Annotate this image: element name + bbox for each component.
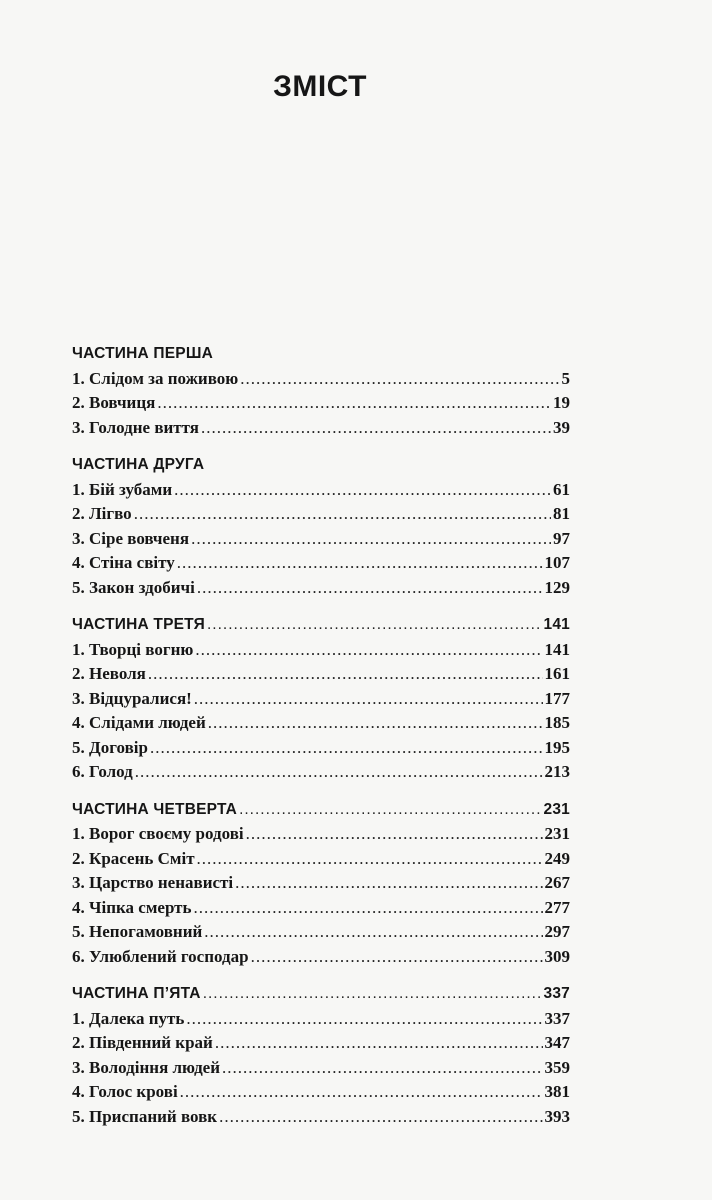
dot-leader [240,367,559,392]
dot-leader [135,760,543,785]
chapter-page-number: 249 [544,848,570,868]
table-of-contents [72,342,570,1142]
dot-leader [201,416,551,441]
dot-leader [180,1080,543,1105]
dot-leader [157,391,551,416]
toc-part [72,798,570,970]
chapter-page-number: 161 [544,664,570,683]
chapter-page-number: 195 [544,737,570,757]
toc-entry [72,367,570,392]
part-heading [72,342,570,367]
chapter-page-number: 277 [544,897,570,917]
toc-entry [72,1080,570,1105]
toc-part [72,613,570,785]
dot-leader [251,945,543,970]
toc-entry [72,871,570,896]
chapter-title: 3. Царство ненависті [72,873,234,892]
toc-entry [72,920,570,945]
chapter-page-number: 5 [561,368,570,388]
dot-leader [239,798,541,823]
chapter-title: 5. Приспаний вовк [72,1106,218,1126]
toc-entry [72,1007,570,1032]
chapter-page-number: 213 [544,762,570,781]
chapter-page-number: 381 [544,1082,570,1101]
toc-entry [72,736,570,761]
chapter-title: 1. Ворог своєму родові [72,824,244,843]
toc-part [72,342,570,440]
toc-entry [72,502,570,527]
chapter-title: 1. Творці вогню [72,639,194,659]
chapter-title: 4. Слідами людей [72,713,206,732]
chapter-page-number: 267 [544,873,570,892]
toc-entry [72,662,570,687]
toc-entry [72,711,570,736]
part-heading [72,798,570,823]
chapter-page-number: 185 [544,713,570,732]
chapter-title: 4. Стіна світу [72,553,175,572]
dot-leader [197,847,543,872]
chapter-page-number: 359 [544,1057,570,1077]
part-heading-label: ЧАСТИНА ПЕРША [72,345,213,362]
dot-leader [197,576,543,601]
part-heading-label: ЧАСТИНА ДРУГА [72,456,205,473]
chapter-title: 3. Відцуралися! [72,688,192,708]
toc-entry [72,527,570,552]
chapter-page-number: 129 [544,577,570,597]
dot-leader [207,613,542,638]
toc-entry [72,416,570,441]
toc-entry [72,1031,570,1056]
chapter-page-number: 231 [544,824,570,843]
part-heading [72,613,570,638]
toc-entry [72,822,570,847]
chapter-title: 6. Голод [72,762,133,781]
chapter-title: 5. Договір [72,737,148,757]
dot-leader [222,1056,542,1081]
page-title: ЗМІСТ [273,70,367,103]
chapter-page-number: 39 [553,417,570,437]
dot-leader [195,638,542,663]
chapter-title: 6. Улюблений господар [72,946,249,966]
part-page-number: 141 [543,616,570,633]
toc-part [72,982,570,1129]
dot-leader [235,871,542,896]
dot-leader [177,551,543,576]
chapter-title: 1. Слідом за поживою [72,368,239,388]
part-page-number: 231 [543,800,570,818]
dot-leader [186,1007,542,1032]
dot-leader [191,527,551,552]
toc-entry [72,1105,570,1130]
dot-leader [194,896,543,921]
chapter-page-number: 81 [553,504,570,523]
chapter-page-number: 297 [544,922,570,941]
chapter-page-number: 347 [544,1033,570,1052]
chapter-page-number: 393 [544,1106,570,1126]
chapter-title: 5. Непогамовний [72,922,203,941]
part-heading [72,453,570,478]
chapter-title: 1. Далека путь [72,1008,185,1028]
chapter-title: 3. Сіре вовченя [72,528,190,548]
chapter-page-number: 107 [544,553,570,572]
dot-leader [150,736,543,761]
toc-entry [72,478,570,503]
part-heading-label: ЧАСТИНА П’ЯТА [72,985,201,1002]
chapter-title: 4. Голос крові [72,1082,178,1101]
chapter-title: 3. Голодне виття [72,417,199,437]
toc-entry [72,896,570,921]
toc-entry [72,576,570,601]
dot-leader [204,920,542,945]
toc-entry [72,1056,570,1081]
dot-leader [219,1105,542,1130]
dot-leader [203,982,542,1007]
dot-leader [174,478,551,503]
chapter-title: 2. Вовчиця [72,393,156,412]
dot-leader [148,662,543,687]
chapter-title: 2. Південний край [72,1033,213,1052]
toc-entry [72,945,570,970]
chapter-page-number: 97 [553,528,570,548]
toc-part [72,453,570,600]
chapter-page-number: 61 [553,479,570,499]
part-heading-label: ЧАСТИНА ТРЕТЯ [72,616,205,633]
dot-leader [208,711,543,736]
toc-entry [72,687,570,712]
toc-entry [72,638,570,663]
part-heading [72,982,570,1007]
chapter-page-number: 177 [544,688,570,708]
chapter-page-number: 337 [544,1008,570,1028]
chapter-page-number: 309 [544,946,570,966]
chapter-page-number: 19 [553,393,570,412]
chapter-page-number: 141 [544,639,570,659]
toc-entry [72,760,570,785]
toc-entry [72,391,570,416]
chapter-title: 1. Бій зубами [72,479,173,499]
dot-leader [215,1031,543,1056]
part-heading-label: ЧАСТИНА ЧЕТВЕРТА [72,800,238,818]
chapter-title: 3. Володіння людей [72,1057,221,1077]
toc-entry [72,551,570,576]
chapter-title: 2. Лігво [72,504,132,523]
chapter-title: 5. Закон здобичі [72,577,195,597]
chapter-title: 4. Чіпка смерть [72,897,192,917]
chapter-title: 2. Неволя [72,664,146,683]
toc-entry [72,847,570,872]
part-page-number: 337 [543,985,570,1002]
dot-leader [246,822,543,847]
dot-leader [194,687,543,712]
dot-leader [134,502,551,527]
chapter-title: 2. Красень Сміт [72,848,195,868]
